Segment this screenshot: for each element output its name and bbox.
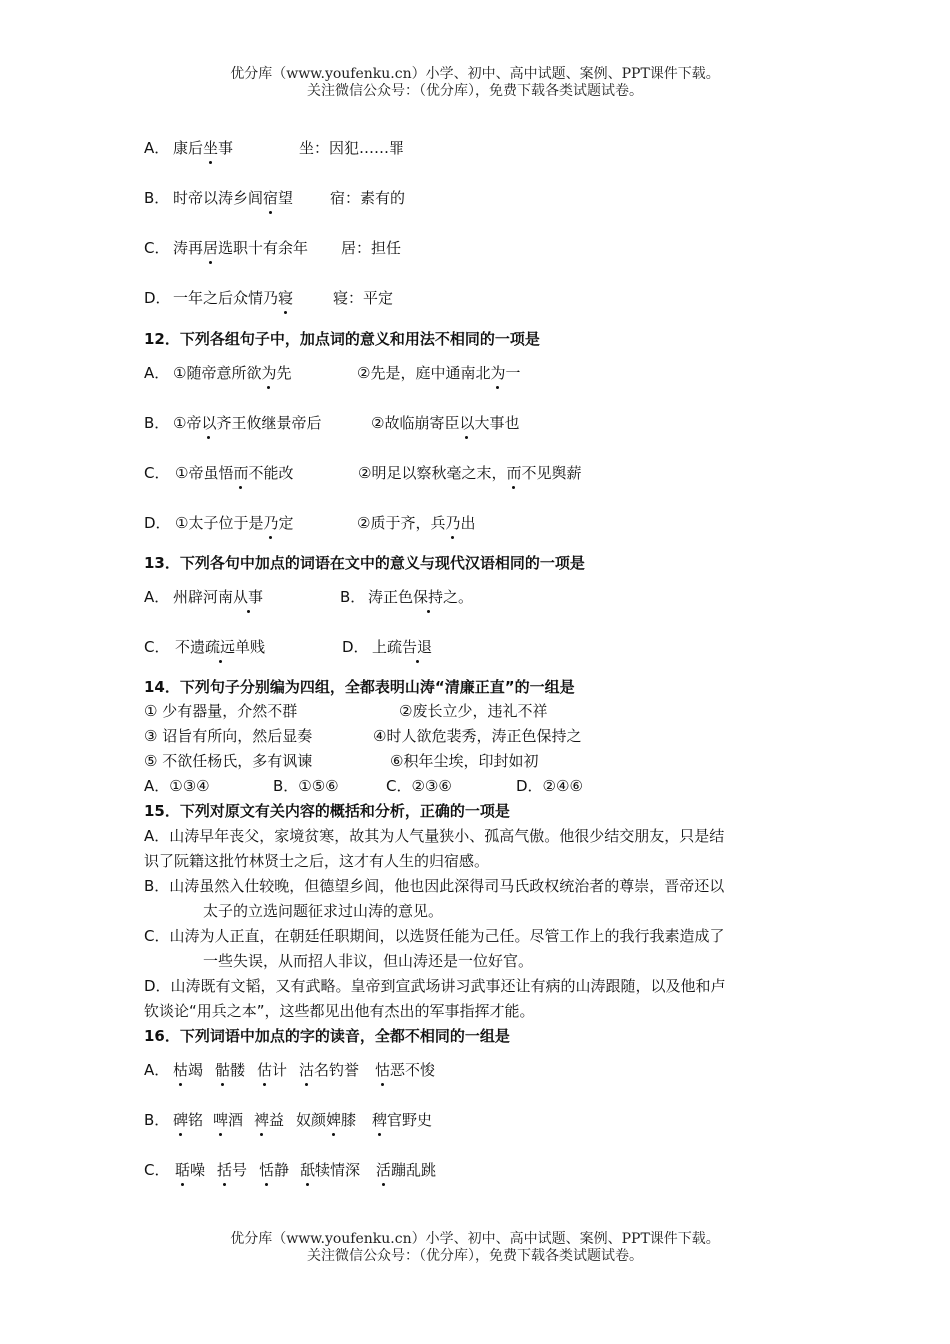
- word-text: 犊情深: [315, 1161, 361, 1179]
- sentence-text: 州辟河南: [173, 588, 234, 606]
- word-text: 膝: [341, 1111, 357, 1129]
- sentence-text: 望: [278, 189, 294, 207]
- sentence-text: ②故临崩寄臣: [371, 414, 460, 432]
- sentence-text: 时帝以涛乡闾: [173, 189, 264, 207]
- dotted-char: 乃: [263, 514, 279, 532]
- option-label: C．: [144, 239, 170, 257]
- sentence-text: ①帝: [173, 414, 202, 432]
- sentence-text: 大事也: [474, 414, 520, 432]
- sentence-text: ①太子位于是: [175, 514, 264, 532]
- sentence-text: ②明足以察秋毫之末，: [358, 464, 507, 482]
- option-label: D．: [144, 514, 171, 532]
- sentence-text: 齐王攸继景帝后: [216, 414, 322, 432]
- gloss: 坐：因犯……罪: [299, 139, 405, 157]
- q14-stem: 14．下列句子分别编为四组，全都表明山涛“清廉正直”的一组是: [144, 678, 575, 696]
- sentence-text: 之。: [443, 588, 474, 606]
- dotted-char: 啤: [213, 1111, 229, 1129]
- word-text: 蹦乱跳: [391, 1161, 437, 1179]
- dotted-char: 为: [261, 364, 277, 382]
- q14-item: ④时人欲危裴秀，涛正色保持之: [373, 727, 582, 745]
- q14-option-b: B．①⑤⑥: [273, 777, 339, 795]
- q15-option-a-line-1: A．山涛早年丧父，家境贫寒，故其为人气量狭小、孤高气傲。他很少结交朋友，只是结: [144, 827, 725, 845]
- option-label: C．: [144, 464, 170, 482]
- q15-option-a-line-2: 识了阮籍这批竹林贤士之后，这才有人生的归宿感。: [144, 852, 490, 870]
- dotted-word: 告退: [402, 638, 433, 656]
- sentence-text: 一年之后众情乃: [173, 289, 279, 307]
- option-label: A．: [144, 364, 170, 382]
- dotted-char: 寝: [278, 289, 294, 307]
- dotted-char: 乃: [445, 514, 461, 532]
- sentence-text: 涛正色: [368, 588, 414, 606]
- sentence-text: 出: [460, 514, 476, 532]
- dotted-char: 括: [217, 1161, 233, 1179]
- dotted-char: 聒: [175, 1161, 191, 1179]
- word-text: 静: [274, 1161, 290, 1179]
- dotted-char: 舐: [300, 1161, 316, 1179]
- dotted-word: 疏远: [205, 638, 236, 656]
- q15-option-b-line-1: B．山涛虽然入仕较晚，但德望乡闾，他也因此深得司马氏政权统治者的尊崇，晋帝还以: [144, 877, 725, 895]
- word-text: 计: [272, 1061, 288, 1079]
- option-label: A．: [144, 139, 170, 157]
- q14-item: ②废长立少，违礼不祥: [399, 702, 548, 720]
- sentence-text: 康后: [173, 139, 204, 157]
- dotted-char: 坐: [203, 139, 219, 157]
- sentence-text: 定: [278, 514, 294, 532]
- word-text: 号: [232, 1161, 248, 1179]
- option-label: D．: [144, 289, 171, 307]
- q14-option-d: D．②④⑥: [516, 777, 583, 795]
- dotted-char: 裨: [254, 1111, 270, 1129]
- dotted-char: 而: [233, 464, 249, 482]
- word-text: 官野史: [387, 1111, 433, 1129]
- option-label: B．: [144, 1111, 170, 1129]
- word-text: 竭: [188, 1061, 204, 1079]
- q14-item: ⑤ 不欲任杨氏，多有讽谏: [144, 752, 313, 770]
- dotted-char: 活: [376, 1161, 392, 1179]
- dotted-char: 碑: [173, 1111, 189, 1129]
- option-label: A．: [144, 1061, 170, 1079]
- word-text: 奴颜: [296, 1111, 327, 1129]
- q15-option-d-line-2: 钦谈论“用兵之本”，这些都见出他有杰出的军事指挥才能。: [144, 1002, 535, 1020]
- q13-stem: 13．下列各句中加点的词语在文中的意义与现代汉语相同的一项是: [144, 554, 585, 572]
- option-label: B．: [340, 588, 366, 606]
- word-text: 铭: [188, 1111, 204, 1129]
- q14-item: ③ 诏旨有所向，然后显奏: [144, 727, 313, 745]
- dotted-char: 怙: [375, 1061, 391, 1079]
- page-header: [0, 66, 950, 100]
- dotted-char: 居: [203, 239, 219, 257]
- word-text: 益: [269, 1111, 285, 1129]
- word-text: 名钓誉: [314, 1061, 360, 1079]
- word-text: 噪: [190, 1161, 206, 1179]
- dotted-char: 而: [506, 464, 522, 482]
- sentence-text: ②先是，庭中通南北: [357, 364, 491, 382]
- dotted-word: 从事: [233, 588, 264, 606]
- dotted-char: 为: [490, 364, 506, 382]
- q12-stem: 12．下列各组句子中，加点词的意义和用法不相同的一项是: [144, 330, 540, 348]
- dotted-char: 恬: [259, 1161, 275, 1179]
- dotted-char: 枯: [173, 1061, 189, 1079]
- dotted-char: 稗: [372, 1111, 388, 1129]
- dotted-char: 以: [201, 414, 217, 432]
- option-label: C．: [144, 638, 170, 656]
- option-label: B．: [144, 189, 170, 207]
- sentence-text: ①帝虽悟: [175, 464, 234, 482]
- q15-option-c-line-1: C．山涛为人正直，在朝廷任职期间，以选贤任能为己任。尽管工作上的我行我素造成了: [144, 927, 725, 945]
- gloss: 宿：素有的: [330, 189, 406, 207]
- page-footer: [0, 1231, 950, 1265]
- option-label: C．: [144, 1161, 170, 1179]
- q14-item: ⑥积年尘埃，印封如初: [390, 752, 539, 770]
- q15-option-b-line-2: 太子的立选问题征求过山涛的意见。: [203, 902, 444, 920]
- sentence-text: 上疏: [372, 638, 403, 656]
- dotted-char: 以: [459, 414, 475, 432]
- footer-line-2: 关注微信公众号：（优分库），免费下载各类试题试卷。: [307, 1248, 643, 1264]
- q16-stem: 16．下列词语中加点的字的读音，全都不相同的一组是: [144, 1027, 510, 1045]
- q15-option-d-line-1: D．山涛既有文韬，又有武略。皇帝到宣武场讲习武事还让有病的山涛跟随，以及他和卢: [144, 977, 726, 995]
- dotted-char: 骷: [215, 1061, 231, 1079]
- q14-option-a: A．①③④: [144, 777, 210, 795]
- word-text: 髅: [230, 1061, 246, 1079]
- q15-stem: 15．下列对原文有关内容的概括和分析，正确的一项是: [144, 802, 510, 820]
- header-line-2: 关注微信公众号：（优分库），免费下载各类试题试卷。: [307, 83, 643, 99]
- sentence-text: 不遗: [175, 638, 206, 656]
- q14-option-c: C．②③⑥: [386, 777, 452, 795]
- footer-line-1: 优分库（www.youfenku.cn）小学、初中、高中试题、案例、PPT课件下载。: [230, 1231, 720, 1247]
- sentence-text: 事: [218, 139, 234, 157]
- word-text: 酒: [228, 1111, 244, 1129]
- dotted-char: 婢: [326, 1111, 342, 1129]
- dotted-char: 沽: [299, 1061, 315, 1079]
- q14-item: ① 少有器量，介然不群: [144, 702, 298, 720]
- word-text: 恶不悛: [390, 1061, 436, 1079]
- sentence-text: 涛再: [173, 239, 204, 257]
- gloss: 居：担任: [341, 239, 402, 257]
- sentence-text: 不能改: [248, 464, 294, 482]
- sentence-text: ②质于齐，兵: [357, 514, 446, 532]
- sentence-text: 选职十有余年: [218, 239, 309, 257]
- sentence-text: 单贱: [235, 638, 266, 656]
- sentence-text: 先: [276, 364, 292, 382]
- gloss: 寝：平定: [333, 289, 394, 307]
- sentence-text: 不见舆薪: [521, 464, 582, 482]
- q15-option-c-line-2: 一些失误，从而招人非议，但山涛还是一位好官。: [203, 952, 534, 970]
- dotted-word: 保持: [413, 588, 444, 606]
- option-label: D．: [342, 638, 369, 656]
- option-label: A．: [144, 588, 170, 606]
- sentence-text: 一: [505, 364, 521, 382]
- dotted-char: 宿: [263, 189, 279, 207]
- dotted-char: 估: [257, 1061, 273, 1079]
- sentence-text: ①随帝意所欲: [173, 364, 262, 382]
- option-label: B．: [144, 414, 170, 432]
- header-line-1: 优分库（www.youfenku.cn）小学、初中、高中试题、案例、PPT课件下载。: [230, 66, 720, 82]
